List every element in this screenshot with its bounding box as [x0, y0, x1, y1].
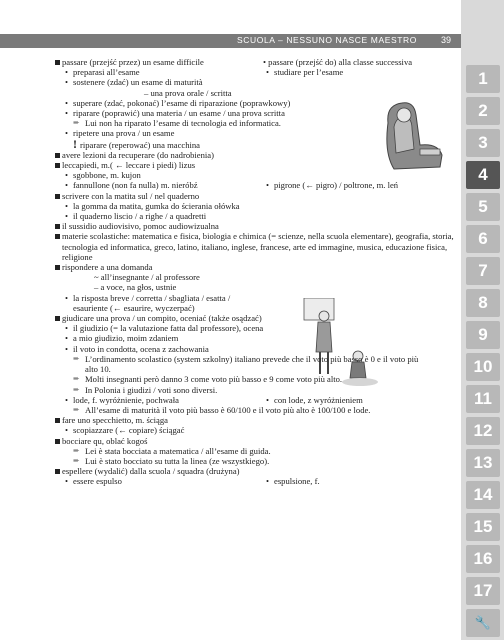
entry-line [62, 415, 454, 425]
entry-right-text: passare (przejść do) alla classe successiva [268, 57, 413, 67]
entry-text: sostenere (zdać) un esame di maturità [73, 77, 203, 88]
chapter-tab-5[interactable]: 5 [466, 193, 500, 221]
entry-line [62, 231, 454, 262]
chapter-tab-11[interactable]: 11 [466, 385, 500, 413]
chapter-tab-1[interactable]: 1 [466, 65, 500, 93]
sub-entry-line [62, 67, 454, 77]
entry-text: avere lezioni da recuperare (do nadrobienia) [62, 149, 214, 160]
chapter-tab-14[interactable]: 14 [466, 481, 500, 509]
entry-text: il sussidio audiovisivo, pomoc audiowizualna [62, 221, 219, 232]
square-bullet-icon [55, 418, 60, 423]
entry-line [62, 191, 454, 201]
example-line [62, 456, 454, 466]
square-bullet-icon [55, 469, 60, 474]
entry-line [62, 150, 454, 160]
chapter-title: SCUOLA – NESSUNO NASCE MAESTRO [236, 35, 417, 45]
entry-text: la gomma da matita, gumka do ścierania ołówka [73, 200, 240, 211]
sub-entry-line [62, 77, 454, 87]
example-line [62, 374, 454, 384]
entry-text: a mio giudizio, moim zdaniem [73, 333, 179, 344]
chapter-tab-sidebar [461, 0, 504, 640]
entry-line [62, 160, 454, 170]
entry-text: scopiazzare (← copiare) ściągać [73, 425, 185, 436]
entry-text: il giudizio (= la valutazione fatta dal professore), ocena [73, 323, 264, 334]
square-bullet-icon [55, 224, 60, 229]
example-line [62, 354, 425, 374]
sub-entry-line [62, 333, 454, 343]
chapter-tab-12[interactable]: 12 [466, 417, 500, 445]
sub-entry-line [62, 323, 454, 333]
indented-line [62, 88, 454, 98]
entry-text: – a voce, na głos, ustnie [94, 282, 177, 293]
example-line [62, 118, 454, 128]
entry-text: fannullone (non fa nulla) m. nieróbź [73, 180, 198, 191]
chapter-tab-2[interactable]: 2 [466, 97, 500, 125]
wrench-icon[interactable]: 🔧 [466, 609, 500, 637]
entry-text: giudicare una prova / un compito, oceniać (także osądzać) [62, 313, 262, 324]
entry-line [62, 313, 454, 323]
entry-text: scrivere con la matita sul / nel quaderno [62, 190, 200, 201]
entry-text: leccapiedi, m.( ← leccare i piedi) lizus [62, 160, 196, 171]
chapter-tab-7[interactable]: 7 [466, 257, 500, 285]
entry-text: ~ all’insegnante / al professore [94, 272, 200, 283]
example-line [62, 385, 454, 395]
square-bullet-icon [55, 194, 60, 199]
entry-right-column [274, 67, 343, 77]
entry-text: il quaderno liscio / a righe / a quadretti [73, 211, 207, 222]
page-header [0, 34, 461, 48]
entry-right-column: • passare (przejść do) alla classe successiva [263, 57, 413, 67]
entry-text: bocciare qu, oblać kogoś [62, 435, 148, 446]
indented-line [62, 282, 454, 292]
vocabulary-list [62, 57, 454, 487]
entry-text: – una prova orale / scritta [144, 87, 232, 98]
entry-line [62, 221, 454, 231]
sub-entry-line [62, 425, 454, 435]
square-bullet-icon [55, 60, 60, 65]
chapter-tab-9[interactable]: 9 [466, 321, 500, 349]
entry-text: materie scolastiche: matematica e fisica, biologia e chimica (= scienze, nella scuola elementare), geografia, storia, tecnologia ed informatica, greco, latino, italiano, inglese, francese, arte ed immagine, musica, educazione fisica, religione [62, 231, 454, 262]
chapter-tab-16[interactable]: 16 [466, 545, 500, 573]
sub-entry-line [62, 170, 454, 180]
entry-right-column [274, 395, 363, 405]
entry-text: fare uno specchietto, m. ściąga [62, 415, 168, 426]
sub-entry-line [62, 344, 454, 354]
chapter-tab-3[interactable]: 3 [466, 129, 500, 157]
example-line [62, 446, 454, 456]
chapter-tab-8[interactable]: 8 [466, 289, 500, 317]
square-bullet-icon [55, 234, 60, 239]
entry-text: preparasi all’esame [73, 67, 140, 78]
sub-entry-line [62, 211, 454, 221]
entry-right-column [274, 476, 320, 486]
page-number: 39 [440, 35, 451, 45]
square-bullet-icon [55, 439, 60, 444]
entry-text: passare (przejść przez) un esame difficile [62, 57, 204, 67]
chapter-tab-4[interactable]: 4 [466, 161, 500, 189]
square-bullet-icon [55, 265, 60, 270]
chapter-tab-13[interactable]: 13 [466, 449, 500, 477]
entry-right-text: pigrone (← pigro) / poltrone, m. leń [274, 180, 399, 191]
entry-text: lode, f. wyróżnienie, pochwała [73, 394, 179, 405]
entry-line [62, 466, 454, 476]
entry-right-text: con lode, z wyróżnieniem [274, 394, 363, 405]
square-bullet-icon [55, 163, 60, 168]
sub-entry-line [62, 476, 454, 486]
warning-line [62, 136, 454, 151]
exclamation-icon: ! [73, 136, 80, 151]
entry-text: la risposta breve / corretta / sbagliata / esatta / esauriente (← esaurire, wyczerpać) [73, 292, 231, 313]
entry-right-text: studiare per l’esame [274, 67, 344, 78]
sub-entry-line [62, 180, 454, 190]
entry-text: riparare (poprawić) una materia / un esame / una prova scritta [73, 108, 285, 119]
entry-text: In Polonia i giudizi / voti sono diversi. [85, 384, 218, 395]
entry-text: riparare (reperować) una macchina [80, 139, 200, 150]
chapter-tab-10[interactable]: 10 [466, 353, 500, 381]
entry-text: ripetere una prova / un esame [73, 128, 175, 139]
entry-right-text: espulsione, f. [274, 476, 320, 487]
entry-text: superare (zdać, pokonać) l’esame di riparazione (poprawkowy) [73, 97, 291, 108]
sub-entry-line [62, 395, 454, 405]
entry-line [62, 57, 454, 67]
square-bullet-icon [55, 316, 60, 321]
entry-text: espellere (wydalić) dalla scuola / squadra (drużyna) [62, 466, 240, 477]
entry-line [62, 436, 454, 446]
sub-entry-line [62, 128, 454, 138]
sub-entry-line [62, 98, 454, 108]
sub-entry-line [62, 201, 454, 211]
entry-text: sgobbone, m. kujon [73, 170, 141, 181]
chapter-tab-15[interactable]: 15 [466, 513, 500, 541]
indented-line [62, 272, 454, 282]
entry-text: All’esame di maturità il voto più basso è 60/100 e il voto più alto è 100/100 e lode. [85, 404, 371, 415]
entry-text: Lui non ha riparato l’esame di tecnologia ed informatica. [85, 118, 281, 129]
entry-text: essere espulso [73, 476, 122, 487]
example-line [62, 405, 454, 415]
chapter-tab-17[interactable]: 17 [466, 577, 500, 605]
entry-text: il voto in condotta, ocena z zachowania [73, 343, 209, 354]
entry-line [62, 262, 454, 272]
chapter-tab-6[interactable]: 6 [466, 225, 500, 253]
entry-text: Lei è stata bocciata a matematica / all’esame di guida. [85, 445, 271, 456]
entry-text: Lui è stato bocciato su tutta la linea (ze wszystkiego). [85, 455, 270, 466]
entry-text: Molti insegnanti però danno 3 come voto più basso e 9 come voto più alto. [85, 374, 343, 385]
entry-text: rispondere a una domanda [62, 262, 153, 273]
entry-text: L’ordinamento scolastico (system szkolny) italiano prevede che il voto più basso è 0 e il voto più alto 10. [85, 353, 419, 375]
sub-entry-line [62, 108, 454, 118]
sub-entry-line [62, 293, 253, 313]
entry-right-column [274, 180, 398, 190]
square-bullet-icon [55, 153, 60, 158]
